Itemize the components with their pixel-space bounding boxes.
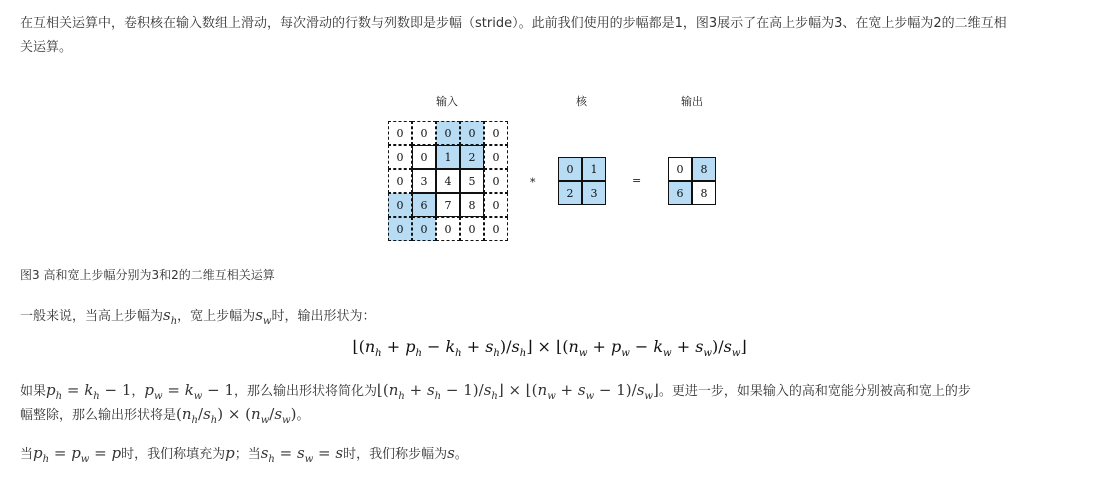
input-label: 输入 [436, 95, 458, 108]
output-label: 输出 [681, 95, 703, 108]
input-cell: 2 [460, 145, 484, 169]
input-cell: 4 [436, 169, 460, 193]
intro-paragraph-line1: 在互相关运算中，卷积核在输入数组上滑动，每次滑动的行数与列数即是步幅（stride）。此前我们使用的步幅都是1，图3展示了在高上步幅为3、在宽上步幅为2的二维互相 [20, 16, 1007, 31]
output-shape-formula: $⌊(n_h + p_h - k_h$ + $s_h)/s_h⌋$ × $⌊(n_w + p_w - k_w$ + $s_w)/s_w⌋$ [352, 337, 747, 360]
output-cell: 8 [692, 181, 716, 205]
input-cell: 0 [484, 145, 508, 169]
input-cell: 6 [412, 193, 436, 217]
input-cell: 7 [436, 193, 460, 217]
input-cell: 5 [460, 169, 484, 193]
input-cell: 0 [436, 217, 460, 241]
kernel-cell: 0 [558, 157, 582, 181]
input-cell: 0 [388, 145, 412, 169]
input-cell: 3 [412, 169, 436, 193]
input-cell: 0 [460, 121, 484, 145]
input-cell: 0 [484, 121, 508, 145]
kernel-cell: 2 [558, 181, 582, 205]
input-cell: 0 [484, 217, 508, 241]
figure-caption: 图3 高和宽上步幅分别为3和2的二维互相关运算 [20, 268, 275, 282]
simplified-shape-paragraph-line1: 如果$p_h = k_h - 1$，$p_w = k_w - 1$，那么输出形状将简化为$⌊(n_h + s_h$ − $1)/s_h⌋$ × $⌊(n_w + s_w$ − $1)/s_w⌋$。更进一步，如果输入的高和宽能分别被高和宽上的步 [20, 381, 971, 402]
output-cell: 8 [692, 157, 716, 181]
input-cell: 0 [388, 169, 412, 193]
kernel-cell: 3 [582, 181, 606, 205]
input-cell: 0 [412, 145, 436, 169]
output-cell: 0 [668, 157, 692, 181]
simplified-shape-paragraph-line2: 幅整除，那么输出形状将是$(n_h/s_h) \times (n_w/s_w)$。 [20, 405, 310, 426]
input-cell: 0 [412, 217, 436, 241]
input-cell: 0 [436, 121, 460, 145]
input-cell: 0 [412, 121, 436, 145]
input-cell: 0 [388, 121, 412, 145]
input-cell: 0 [388, 217, 412, 241]
intro-paragraph-line2: 关运算。 [20, 40, 73, 55]
kernel-label: 核 [576, 95, 587, 108]
general-shape-paragraph: 一般来说，当高上步幅为$s_h$，宽上步幅为$s_w$时，输出形状为： [20, 306, 376, 327]
input-cell: 0 [388, 193, 412, 217]
input-cell: 1 [436, 145, 460, 169]
output-cell: 6 [668, 181, 692, 205]
input-cell: 0 [484, 193, 508, 217]
input-cell: 0 [484, 169, 508, 193]
kernel-cell: 1 [582, 157, 606, 181]
notation-paragraph: 当$p_h = p_w = p$时，我们称填充为p；当$s_h = s_w = s$时，我们称步幅为s。 [20, 444, 468, 465]
equals-operator: = [632, 174, 642, 187]
input-cell: 8 [460, 193, 484, 217]
conv-operator: * [530, 176, 536, 189]
input-cell: 0 [460, 217, 484, 241]
